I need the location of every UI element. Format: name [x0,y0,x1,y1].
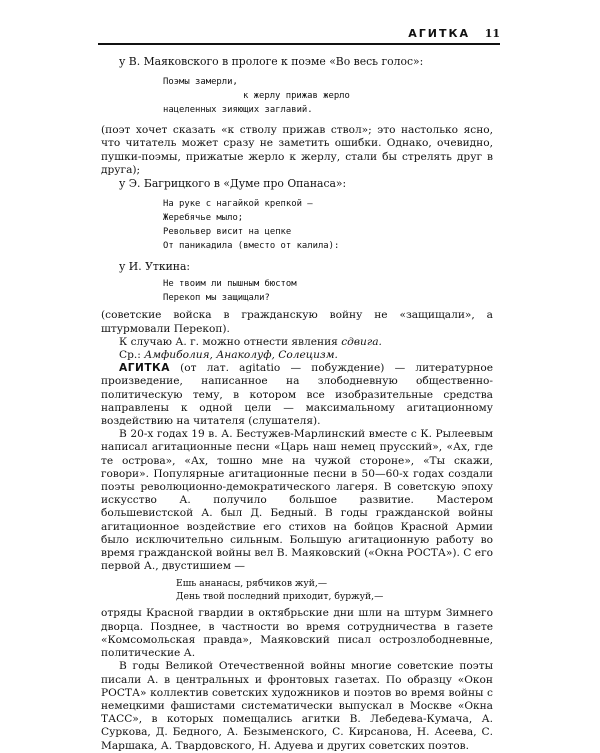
comment-utkin: (советские войска в гражданскую войну не «защищали», а штурмовали Перекоп). [101,309,493,335]
verse-line: Жеребячье мыло; [163,213,244,224]
running-title: АГИТКА [408,27,470,40]
verse-line: День твой последний приходит, буржуй,— [176,591,384,603]
verse-line: Ешь ананасы, рябчиков жуй,— [176,578,328,590]
entry-agitka [101,362,493,428]
entry-headword: АГИТКА [119,362,170,375]
verse-utkin [101,277,493,305]
verse-line: к жерлу прижав жерло [243,91,350,102]
paragraph-history: В 20-х годах 19 в. А. Бестужев-Марлинский вместе с К. Рылеевым написал агитационные песни «Царь наш немец прусский», «Ах, где те острова», «Ах, тошно мне на чужой стороне», «Ты скажи, говори». Популярные агитационные песни в 50—60-х годах создали поэты революционно-демократического лагеря. В советскую эпоху искусство А. получило большое развитие. Мастером большевистской А. был Д. Бедный. В годы гражданской войны агитационное воздействие его стихов на бойцов Красной Армии было исключительно сильным. Большую агитационную работу во время гражданской войны вел В. Маяковский («Окна РОСТА»). С его первой А., двустишием — [101,428,493,573]
sdvig-text: К случаю А. г. можно отнести явления [119,335,338,348]
cross-ref-label: Ср.: [119,349,141,362]
verse-line: От паникадила (вместо от калила): [163,241,340,252]
paragraph-wwii: В годы Великой Отечественной войны многие советские поэты писали А. в центральных и фронтовых газетах. По образцу «Окон РОСТА» коллектив советских художников и поэтов во время войны с немецкими фашистами систематически выпускал в Москве «Окна ТАСС», в которых помещались агитки В. Лебедева-Кумача, А. Суркова, Д. Бедного, А. Безыменского, С. Кирсанова, Н. Асеева, С. Маршака, А. Твардовского, Н. Адуева и других советских поэтов. [101,660,493,752]
verse-bagritsky [101,197,493,253]
verse-line: нацеленных зияющих заглавий. [163,105,313,116]
verse-line: Перекоп мы защищали? [163,293,270,304]
verse-mayakovsky [101,75,493,117]
comment-mayakovsky: (поэт хочет сказать «к стволу прижав ствол»; это настолько ясно, что читатель может сразу не заметить ошибки. Однако, очевидно, пушки-поэмы, прижатые жерло к жерлу, стали бы стрелять друг в друга); [101,124,493,176]
cross-ref-line [101,349,493,362]
verse-line: Поэмы замерли, [163,77,238,88]
page-header [98,26,500,46]
intro-mayakovsky: у В. Маяковского в прологе к поэме «Во весь голос»: [119,55,424,68]
entry-definition: (от лат. agitatio — побуждение) — литературное произведение, написанное на злободневную общественно-политическую тему, в котором все изобразительные средства направлены к одной цели — максимальному агитационному воздействию на читателя (слушателя). [101,362,493,428]
intro-bagritsky: у Э. Багрицкого в «Думе про Опанаса»: [119,177,347,191]
verse-couplet [101,577,493,603]
page-number: 11 [484,27,500,40]
page-body [101,55,493,753]
cross-ref-terms: Амфиболия, Анаколуф, Солецизм. [144,349,338,362]
verse-line: Револьвер висит на цепке [163,227,292,238]
paragraph-october: отряды Красной гвардии в октябрьские дни шли на штурм Зимнего дворца. Позднее, в частности во время сотрудничества в газете «Комсомольская правда», Маяковский писал острозлободневные, политические А. [101,607,493,660]
sdvig-ref: сдвига. [341,335,382,348]
sdvig-line [101,336,493,349]
intro-utkin: у И. Уткина: [119,260,191,274]
verse-line: Не твоим ли пышным бюстом [163,279,297,290]
header-rule [98,43,500,45]
verse-line: На руке с нагайкой крепкой — [163,199,313,210]
